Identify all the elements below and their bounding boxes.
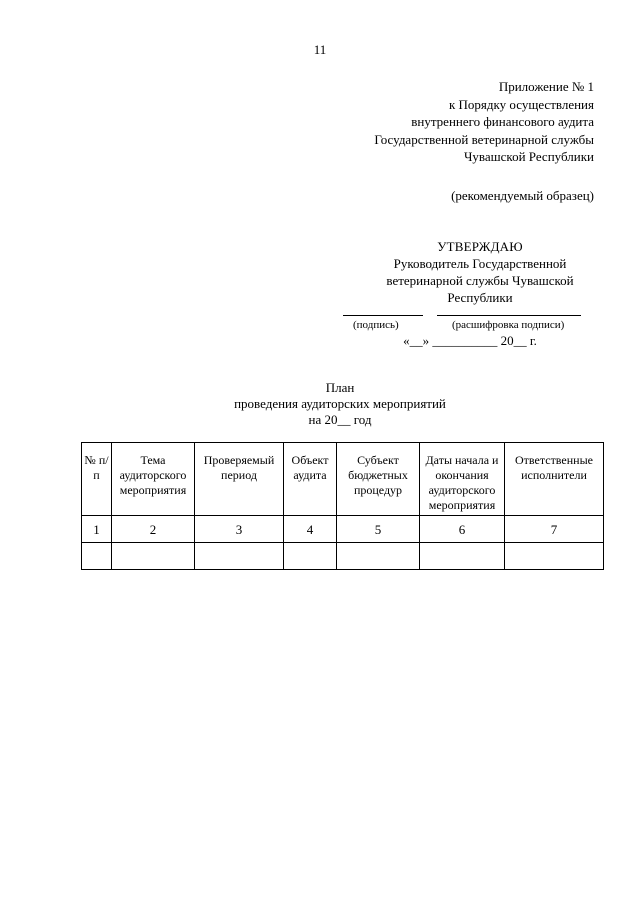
table-cell bbox=[505, 543, 604, 570]
header-number: № п/п bbox=[82, 443, 112, 516]
table-cell bbox=[82, 543, 112, 570]
approver-line: ветеринарной службы Чувашской bbox=[386, 273, 574, 288]
column-number: 5 bbox=[337, 516, 420, 543]
plan-title-block bbox=[0, 380, 640, 428]
decode-line bbox=[437, 315, 581, 316]
signature-line bbox=[343, 315, 423, 316]
column-number: 1 bbox=[82, 516, 112, 543]
appendix-line: Чувашской Республики bbox=[463, 149, 594, 164]
plan-year-line: на 20__ год bbox=[308, 412, 372, 427]
column-number: 6 bbox=[420, 516, 505, 543]
column-number: 3 bbox=[195, 516, 284, 543]
table-cell bbox=[420, 543, 505, 570]
header-topic: Тема аудиторского мероприятия bbox=[112, 443, 195, 516]
column-number-row bbox=[82, 516, 604, 543]
decode-label: (расшифровка подписи) bbox=[452, 319, 565, 331]
appendix-line: Государственной ветеринарной службы bbox=[374, 131, 594, 147]
column-number: 4 bbox=[284, 516, 337, 543]
approver-line: Республики bbox=[447, 290, 513, 305]
approve-heading: УТВЕРЖДАЮ bbox=[437, 239, 523, 254]
approver-line: Руководитель Государственной bbox=[393, 256, 567, 271]
appendix-line: к Порядку осуществления bbox=[448, 96, 594, 112]
table-row bbox=[82, 543, 604, 570]
header-period: Проверяемый период bbox=[195, 443, 284, 516]
table-cell bbox=[337, 543, 420, 570]
table-cell bbox=[195, 543, 284, 570]
approval-block bbox=[330, 238, 630, 306]
header-subject: Субъект бюджетных процедур bbox=[337, 443, 420, 516]
audit-plan-table bbox=[81, 442, 604, 570]
appendix-line: внутреннего финансового аудита bbox=[411, 114, 594, 129]
sample-note: (рекомендуемый образец) bbox=[451, 188, 594, 203]
table-header-row bbox=[82, 443, 604, 516]
table-cell bbox=[112, 543, 195, 570]
appendix-note bbox=[374, 78, 594, 166]
approval-date-line: «__» __________ 20__ г. bbox=[403, 333, 537, 348]
appendix-line: Приложение № 1 bbox=[498, 79, 594, 94]
header-executors: Ответственные исполнители bbox=[505, 443, 604, 516]
plan-subtitle: проведения аудиторских мероприятий bbox=[234, 396, 446, 411]
signature-label: (подпись) bbox=[353, 319, 399, 331]
page-number: 11 bbox=[313, 42, 327, 57]
column-number: 2 bbox=[112, 516, 195, 543]
plan-title: План bbox=[325, 380, 355, 395]
header-dates: Даты начала и окончания аудиторского мероприятия bbox=[420, 443, 505, 516]
column-number: 7 bbox=[505, 516, 604, 543]
table-cell bbox=[284, 543, 337, 570]
header-object: Объект аудита bbox=[284, 443, 337, 516]
